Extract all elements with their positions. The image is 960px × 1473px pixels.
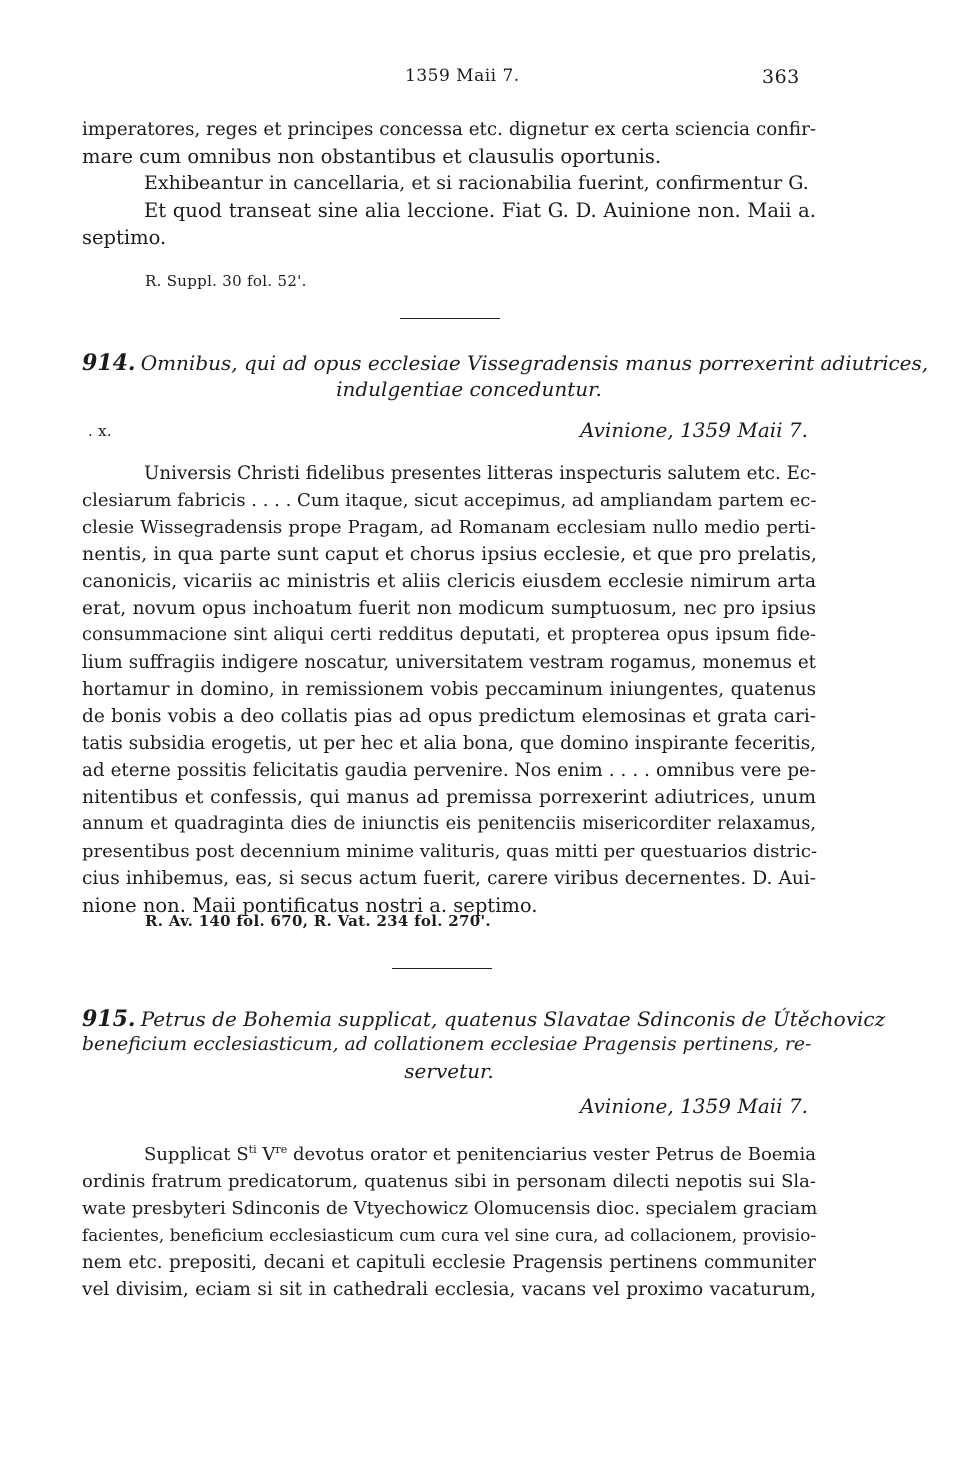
text-line: septimo.: [82, 226, 167, 249]
text-line: ad eterne possitis felicitatis gaudia pervenire. Nos enim . . . . omnibus vere pe-: [82, 760, 816, 781]
entry-title-line: Omnibus, qui ad opus ecclesiae Vissegradensis manus porrexerint adiutrices,: [140, 351, 929, 375]
text-line: Exhibeantur in cancellaria, et si racionabilia fuerint, confirmentur G.: [144, 172, 809, 194]
text-line: lium suffragiis indigere noscatur, universitatem vestram rogamus, monemus et: [82, 652, 816, 673]
text-line: nentis, in qua parte sunt caput et chorus ipsius ecclesie, et que pro prelatis,: [82, 543, 817, 565]
text-line: erat, novum opus inchoatum fuerit non modicum sumptuosum, nec pro ipsius: [82, 598, 816, 619]
entry-914-source: R. Av. 140 fol. 670, R. Vat. 234 fol. 270'.: [145, 912, 491, 930]
text-line: annum et quadraginta dies de iniunctis eis penitenciis misericorditer relaxamus,: [82, 814, 816, 834]
entry-number: 914.: [82, 350, 136, 376]
prev-entry-text: [82, 116, 816, 251]
text-line: presentibus post decennium minime valituris, quas mitti per questuarios distric-: [82, 841, 818, 862]
entry-mark: . x.: [88, 422, 112, 440]
text-line: canonicis, vicariis ac ministris et aliis clericis eiusdem ecclesie nimirum arta: [82, 571, 816, 592]
text-fragment: V: [256, 1144, 276, 1165]
text-line: vel divisim, eciam si sit in cathedrali ecclesia, vacans vel proximo vacaturum,: [82, 1279, 816, 1300]
text-line: hortamur in domino, in remissionem vobis peccaminum iniungentes, quatenus: [82, 679, 816, 700]
text-line: clesiarum fabricis . . . . Cum itaque, sicut accepimus, ad ampliandam partem ec-: [82, 490, 817, 511]
separator-rule: [392, 968, 492, 969]
entry-title-line: indulgentiae conceduntur.: [336, 377, 602, 401]
text-line: cius inhibemus, eas, si secus actum fuerit, carere viribus decernentes. D. Aui-: [82, 868, 816, 889]
text-line: Universis Christi fidelibus presentes litteras inspecturis salutem etc. Ec-: [144, 463, 817, 484]
entry-title-line: Petrus de Bohemia supplicat, quatenus Slavatae Sdinconis de Útěchovicz: [140, 1007, 886, 1031]
superscript: ti: [248, 1143, 257, 1156]
entry-914-text: [82, 460, 816, 919]
text-line: consummacione sint aliqui certi redditus deputati, et propterea opus ipsum fide-: [82, 625, 816, 645]
entry-date: Avinione, 1359 Maii 7.: [580, 1094, 808, 1118]
page-number: 363: [762, 66, 800, 88]
text-fragment: devotus orator et penitenciarius vester Petrus de Boemia: [287, 1144, 816, 1165]
text-line: nitentibus et confessis, qui manus ad premissa porrexerint adiutrices, unum: [82, 787, 816, 808]
superscript: re: [275, 1143, 288, 1156]
text-line: nem etc. prepositi, decani et capituli ecclesie Pragensis pertinens communiter: [82, 1252, 816, 1273]
entry-number: 915.: [82, 1006, 136, 1032]
text-line: [82, 1136, 816, 1168]
text-line: de bonis vobis a deo collatis pias ad opus predictum elemosinas et grata cari-: [82, 706, 816, 727]
entry-title-line: beneficium ecclesiasticum, ad collationem ecclesiae Pragensis pertinens, re-: [82, 1034, 812, 1055]
entry-915-heading: [82, 1006, 886, 1084]
entry-914-heading: [82, 350, 929, 402]
entry-title-line: servetur.: [404, 1059, 494, 1083]
text-line: ordinis fratrum predicatorum, quatenus sibi in personam dilecti nepotis sui Sla-: [82, 1171, 816, 1192]
text-line: facientes, beneficium ecclesiasticum cum cura vel sine cura, ad collacionem, provisio-: [82, 1225, 816, 1245]
text-line: imperatores, reges et principes concessa etc. dignetur ex certa sciencia confir-: [82, 119, 816, 140]
prev-entry-source: R. Suppl. 30 fol. 52'.: [145, 272, 307, 290]
text-line: wate presbyteri Sdinconis de Vtyechowicz Olomucensis dioc. specialem graciam: [82, 1198, 818, 1219]
text-line: nione non. Maii pontificatus nostri a. septimo.: [82, 894, 538, 917]
text-line: Et quod transeat sine alia leccione. Fiat G. D. Auinione non. Maii a.: [144, 199, 816, 222]
entry-915-text: [82, 1136, 816, 1303]
running-header: 1359 Maii 7.: [405, 66, 520, 86]
text-fragment: Supplicat S: [144, 1144, 249, 1165]
entry-date: Avinione, 1359 Maii 7.: [580, 418, 808, 442]
separator-rule: [400, 318, 500, 319]
text-line: clesie Wissegradensis prope Pragam, ad Romanam ecclesiam nullo medio perti-: [82, 517, 816, 538]
text-line: mare cum omnibus non obstantibus et clausulis oportunis.: [82, 145, 662, 168]
text-line: tatis subsidia erogetis, ut per hec et alia bona, que domino inspirante feceritis,: [82, 733, 816, 754]
